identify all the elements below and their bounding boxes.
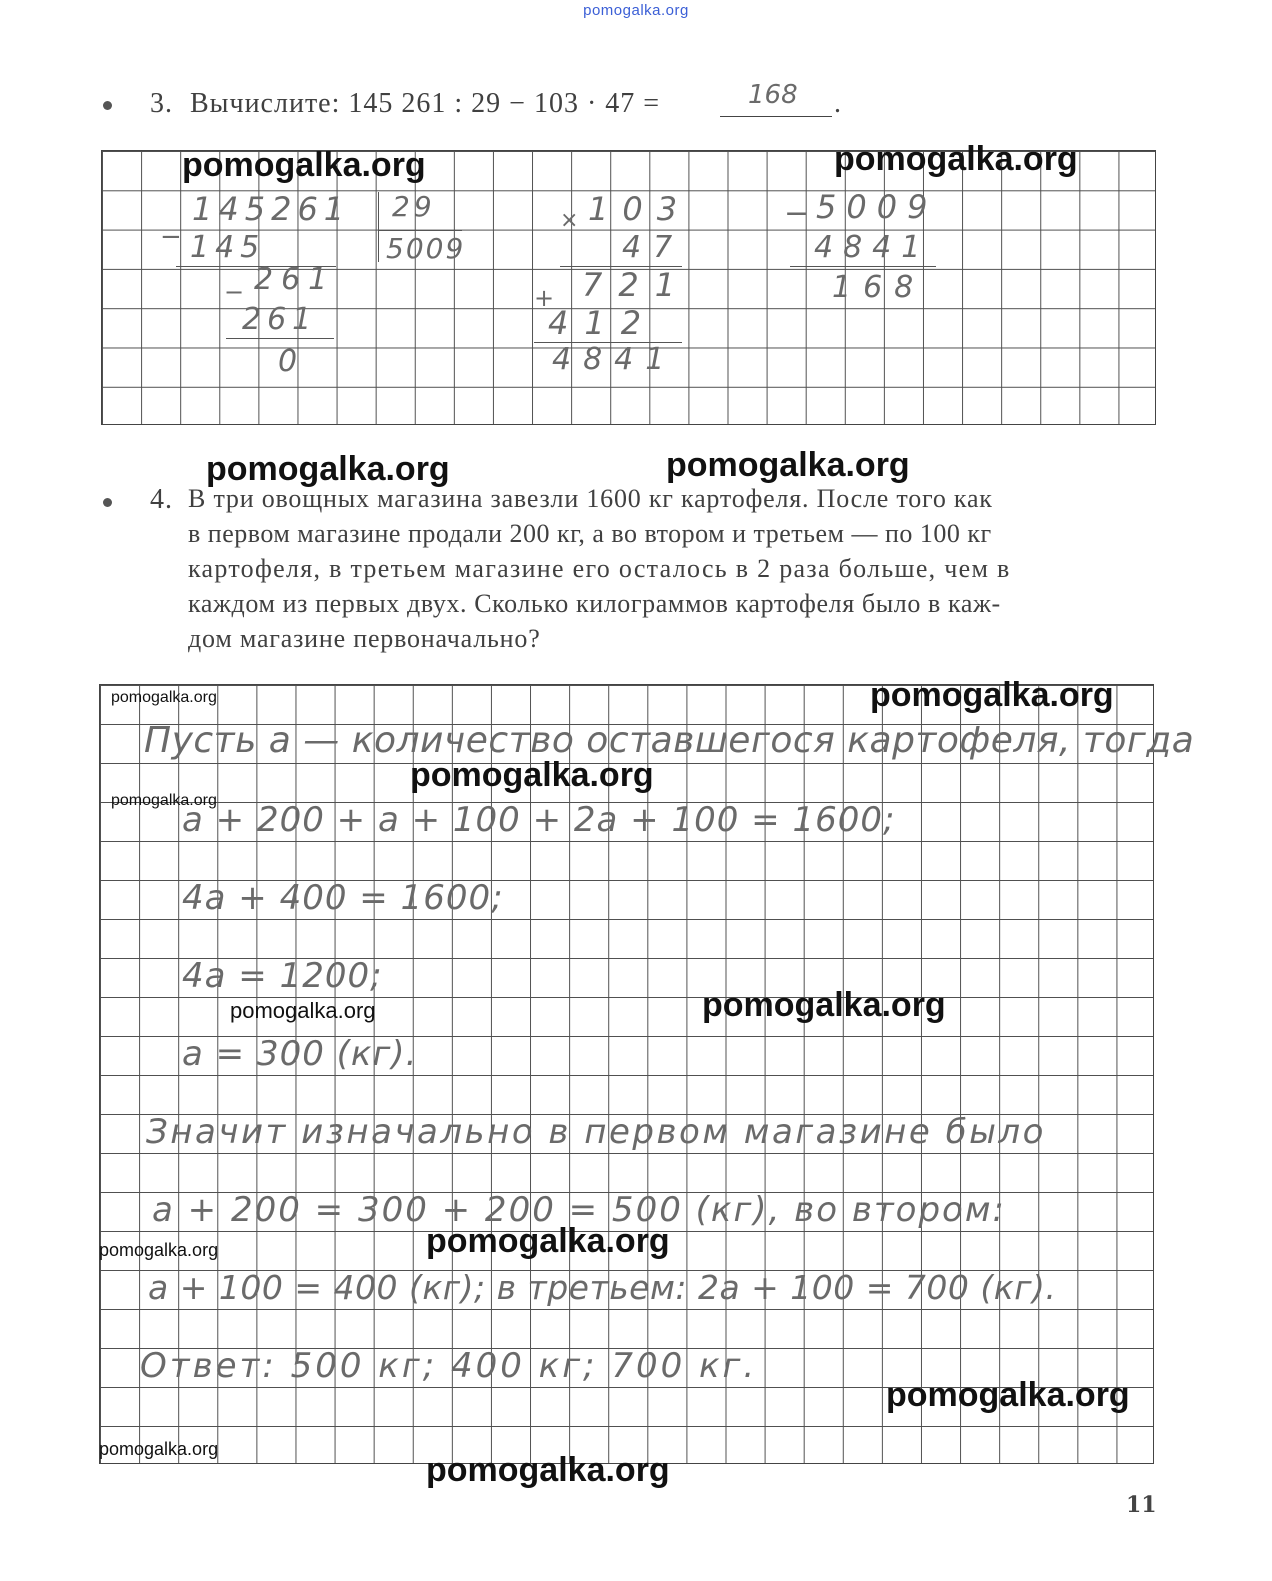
solution-line-2: a + 200 + a + 100 + 2a + 100 = 1600; xyxy=(182,800,896,840)
task3-answer-blank xyxy=(720,116,832,117)
multiplication-product: 4841 xyxy=(552,342,677,377)
multiplication-partial1: 721 xyxy=(582,266,692,304)
division-minus-1: − xyxy=(160,222,182,252)
division-dividend: 145261 xyxy=(192,190,351,228)
subtraction-minus: − xyxy=(784,196,810,231)
watermark-link[interactable]: pomogalka.org xyxy=(182,146,426,184)
division-step1: 145 xyxy=(190,230,266,265)
page-number: 11 xyxy=(1126,1492,1157,1518)
watermark-link[interactable]: pomogalka.org xyxy=(230,998,376,1023)
task3-prompt: Вычислите: 145 261 : 29 − 103 · 47 = xyxy=(190,88,661,119)
subtraction-subtrahend: 4841 xyxy=(814,230,931,265)
task4-text-line-4: каждом из первых двух. Сколько килограммов картофеля было в каж- xyxy=(188,589,1001,618)
task4-text-line-5: дом магазине первоначально? xyxy=(188,624,541,653)
watermark-link[interactable]: pomogalka.org xyxy=(870,676,1114,714)
watermark-link[interactable]: pomogalka.org xyxy=(206,450,450,488)
division-step2: 261 xyxy=(242,302,318,337)
division-bracket-horizontal xyxy=(378,230,462,231)
task3-answer: 168 xyxy=(748,80,798,110)
watermark-link[interactable]: pomogalka.org xyxy=(886,1376,1130,1414)
watermark-link[interactable]: pomogalka.org xyxy=(666,446,910,484)
watermark-link[interactable]: pomogalka.org xyxy=(111,792,217,809)
watermark-link[interactable]: pomogalka.org xyxy=(99,1439,219,1459)
solution-line-8: a + 100 = 400 (кг); в третьем: 2a + 100 = 700 (кг). xyxy=(148,1268,1057,1307)
task4-text-line-3: картофеля, в третьем магазине его осталось в 2 раза больше, чем в xyxy=(188,554,1011,583)
multiplication-times: × xyxy=(560,208,579,233)
task4-text-line-2: в первом магазине продали 200 кг, а во втором и третьем — по 100 кг xyxy=(188,519,992,548)
division-remainder: 0 xyxy=(278,344,298,379)
task3-bullet xyxy=(103,101,112,110)
solution-line-6: Значит изначально в первом магазине было xyxy=(146,1112,1046,1152)
solution-line-9: Ответ: 500 кг; 400 кг; 700 кг. xyxy=(140,1346,758,1386)
task3-end-punct: . xyxy=(834,88,842,119)
multiplication-factor2: 47 xyxy=(622,230,685,265)
watermark-link[interactable]: pomogalka.org xyxy=(426,1222,670,1260)
subtraction-difference: 168 xyxy=(832,270,926,305)
task4-number: 4. xyxy=(150,484,173,515)
division-minus-2: − xyxy=(224,278,245,306)
subtraction-minuend: 5009 xyxy=(816,188,938,226)
solution-line-5: a = 300 (кг). xyxy=(182,1034,418,1074)
division-rem1: 261 xyxy=(254,262,336,297)
watermark-link[interactable]: pomogalka.org xyxy=(410,756,654,794)
watermark-link[interactable]: pomogalka.org xyxy=(834,140,1078,178)
solution-line-1: Пусть a — количество оставшегося картофеля, тогда xyxy=(144,720,1195,761)
division-quotient: 5009 xyxy=(386,232,466,265)
multiplication-factor1: 103 xyxy=(588,190,692,228)
division-line-2 xyxy=(226,338,334,339)
solution-line-4: 4a = 1200; xyxy=(182,956,383,996)
multiplication-partial2: 412 xyxy=(548,304,658,342)
task4-text-line-1: В три овощных магазина завезли 1600 кг картофеля. После того как xyxy=(188,484,993,513)
solution-line-7: a + 200 = 300 + 200 = 500 (кг), во втором: xyxy=(152,1190,1006,1230)
division-divisor: 29 xyxy=(392,190,436,223)
division-bracket-vertical xyxy=(378,192,379,262)
watermark-link[interactable]: pomogalka.org xyxy=(111,689,217,706)
watermark-link[interactable]: pomogalka.org xyxy=(702,986,946,1024)
task3-number: 3. xyxy=(150,88,173,119)
solution-line-3: 4a + 400 = 1600; xyxy=(182,878,504,918)
task4-bullet xyxy=(103,498,112,507)
multiplication-plus: + xyxy=(534,284,555,312)
subtraction-line xyxy=(790,266,936,267)
site-header-link[interactable]: pomogalka.org xyxy=(583,2,689,19)
watermark-link[interactable]: pomogalka.org xyxy=(99,1240,219,1260)
watermark-link[interactable]: pomogalka.org xyxy=(426,1451,670,1489)
